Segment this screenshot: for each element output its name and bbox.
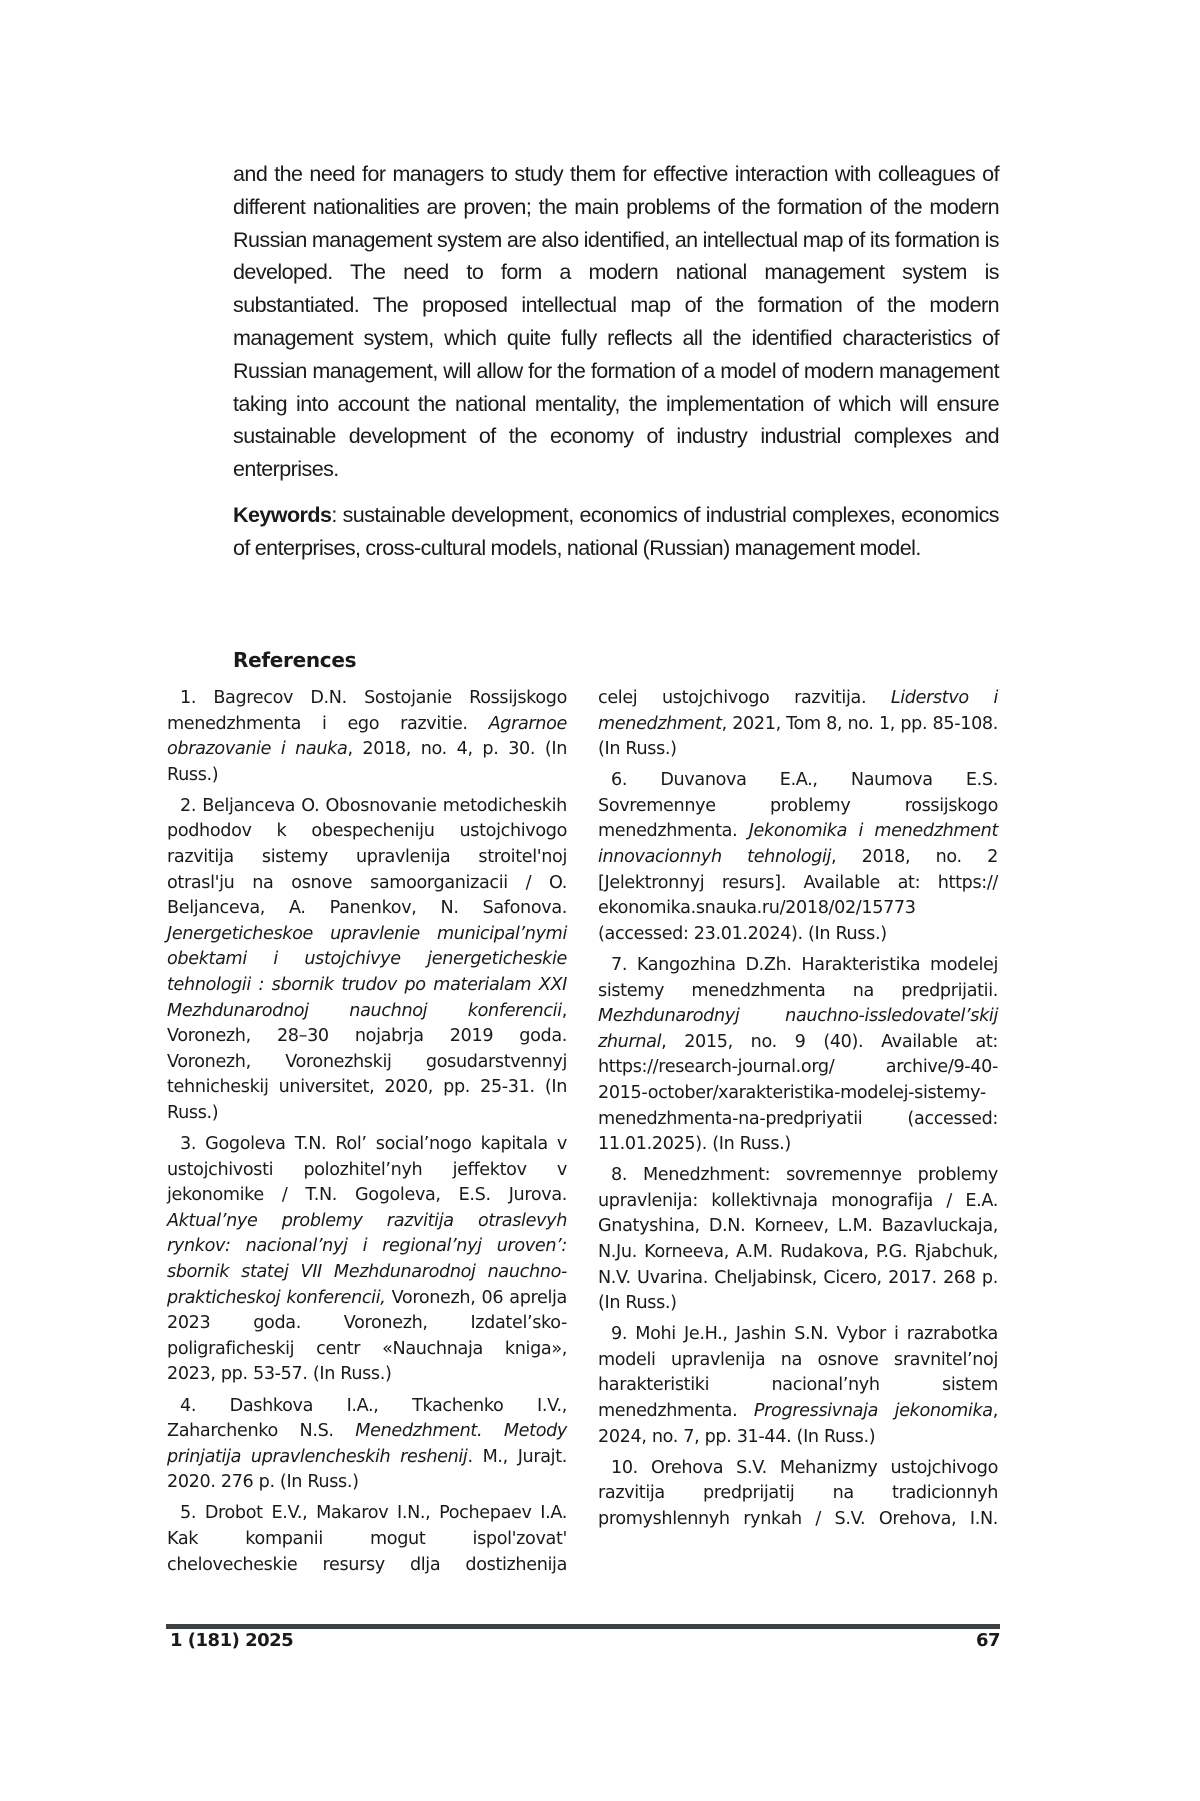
ref-text: Orehova S.V. Mehanizmy ustojchivogo razvitija predprijatij na tradicionnyh promyshlennyh rynkah / S.V. Orehova, I.N. (598, 1457, 998, 1529)
ref-source: Aktual’nye problemy razvitija otraslevyh rynkov: nacional’nyj i regional’nyj uroven’: sbornik statej VII Mezhdunarodnoj nauchno-prakticheskoj konferencii, (167, 1210, 567, 1308)
ref-details: , 2024, no. 7, pp. 31-44. (In Russ.) (598, 1401, 998, 1447)
reference-item (167, 1394, 567, 1496)
page-number: 67 (975, 1630, 1000, 1651)
keywords-text: : sustainable development, economics of industrial complexes, economics of enterprises, cross-cultural models, national (Russian) management model. (233, 502, 999, 560)
ref-source: Menedzhment. Metody prinjatija upravlencheskih reshenij (167, 1421, 567, 1467)
ref-text: Drobot E.V., Makarov I.N., Pochepaev I.A. Kak kompanii mogut ispol'zovat' chelovecheskie resursy dlja dostizhenija (167, 1503, 567, 1575)
ref-text: Mohi Je.H., Jashin S.N. Vybor i razrabotka modeli upravlenija na osnove sravnitel’noj harakteristiki nacional’nyh sistem menedzhmenta. (598, 1324, 998, 1422)
footer-issue-number: 1 (181) 2025 (170, 1630, 294, 1651)
ref-number: 8. (611, 1165, 628, 1186)
reference-item (167, 1132, 567, 1388)
ref-source: Progressivnaja jekonomika (753, 1401, 993, 1422)
reference-item (598, 768, 998, 947)
references-column-left (167, 686, 567, 1584)
reference-item (167, 794, 567, 1127)
abstract-text: and the need for managers to study them for effective interaction with colleagues of different nationalities are proven; the main problems of the formation of the modern Russian management system are also identified, an intellectual map of its formation is developed. The need to form a modern national management system is substantiated. The proposed intellectual map of the formation of the modern management system, which quite fully reflects all the identified characteristics of Russian management, will allow for the formation of a model of modern management taking into account the national mentality, the implementation of which will ensure sustainable development of the economy of industry industrial complexes and enterprises. (233, 162, 999, 482)
ref-text: Bagrecov D.N. Sostojanie Rossijskogo menedzhmenta i ego razvitie. (167, 688, 567, 734)
ref-number: 4. (180, 1395, 197, 1416)
reference-item (167, 1501, 567, 1578)
ref-source: Jekonomika i menedzhment innovacionnyh tehnologij (598, 821, 998, 868)
ref-details: , 2021, Tom 8, no. 1, pp. 85-108. (In Russ.) (598, 713, 998, 760)
ref-text: Beljanceva O. Obosnovanie metodicheskih podhodov k obespecheniju ustojchivogo razvitija sistemy upravlenija stroitel'noj otrasl'ju na osnove samoorganizacii / O. Beljanceva, A. Panenkov, N. Safonova. (167, 795, 567, 919)
ref-text: Dashkova I.A., Tkachenko I.V., Zaharchenko N.S. (167, 1395, 567, 1442)
ref-details: , 2015, no. 9 (40). Available at: https://research-journal.org/ archive/9-40-2015-october/xarakteristika-modelej-sistemy-menedzhmenta-na-predpriyatii (accessed: 11.01.2025). (In Russ.) (598, 1031, 998, 1155)
keywords (233, 499, 999, 565)
ref-text: Menedzhment: sovremennye problemy upravlenija: kollektivnaja monografija / E.A. Gnatyshina, D.N. Korneev, L.M. Bazavluckaja, N.Ju. Korneeva, A.M. Rudakova, P.G. Rjabchuk, N.V. Uvarina. Cheljabinsk, Cicero, 2017. 268 p. (In Russ.) (598, 1165, 998, 1314)
ref-number: 3. (180, 1134, 197, 1155)
ref-number: 2. (180, 795, 197, 816)
reference-item (598, 1322, 998, 1450)
ref-details: . M., Jurajt. 2020. 276 p. (In Russ.) (167, 1446, 568, 1493)
ref-number: 1. (180, 688, 197, 708)
reference-item-continued (598, 686, 998, 763)
reference-item (598, 953, 998, 1158)
ref-number: 5. (180, 1503, 197, 1524)
reference-item (598, 1163, 998, 1317)
keywords-label: Keywords (233, 502, 332, 527)
references-column-right (598, 686, 998, 1538)
ref-text: Kangozhina D.Zh. Harakteristika modelej sistemy menedzhmenta na predprijatii. (598, 954, 998, 1001)
ref-text: Gogoleva T.N. Rol’ social’nogo kapitala v ustojchivosti polozhitel’nyh jeffektov v jekonomike / T.N. Gogoleva, E.S. Jurova. (167, 1134, 567, 1206)
footer-rule (166, 1624, 1000, 1629)
ref-text: Duvanova E.A., Naumova E.S. Sovremennye problemy rossijskogo menedzhmenta. (598, 770, 998, 842)
ref-details: Voronezh, 06 aprelja 2023 goda. Voronezh, Izdatel’sko-poligraficheskij centr «Nauchnaja kniga», 2023, pp. 53-57. (In Russ.) (167, 1287, 567, 1385)
reference-item (598, 1456, 998, 1533)
ref-details: , 2018, no. 4, p. 30. (In Russ.) (167, 739, 567, 785)
references-heading: References (233, 648, 357, 672)
reference-item (167, 686, 567, 788)
ref-source: Liderstvo i menedzhment (598, 688, 998, 734)
ref-details: , 2018, no. 2 [Jelektronnyj resurs]. Available at: https:// ekonomika.snauka.ru/2018/02/15773 (accessed: 23.01.2024). (In Russ.) (598, 847, 998, 944)
ref-source: Jenergeticheskoe upravlenie municipal’nymi obektami i ustojchivye jenergeticheskie tehnologii : sbornik trudov po materialam XXI Mezhdunarodnoj nauchnoj konferencii (167, 923, 567, 1021)
ref-number: 6. (611, 770, 628, 791)
ref-source: Mezhdunarodnyj nauchno-issledovatel’skij zhurnal (598, 1006, 998, 1052)
ref-number: 9. (611, 1324, 628, 1345)
ref-details: , Voronezh, 28–30 nojabrja 2019 goda. Voronezh, Voronezhskij gosudarstvennyj tehnicheskij universitet, 2020, pp. 25-31. (In Russ.) (167, 1000, 567, 1123)
abstract (233, 158, 999, 565)
ref-source: Agrarnoe obrazovanie i nauka (167, 713, 567, 760)
ref-text: celej ustojchivogo razvitija. (598, 688, 891, 708)
ref-number: 10. (611, 1457, 638, 1478)
ref-number: 7. (611, 954, 628, 975)
